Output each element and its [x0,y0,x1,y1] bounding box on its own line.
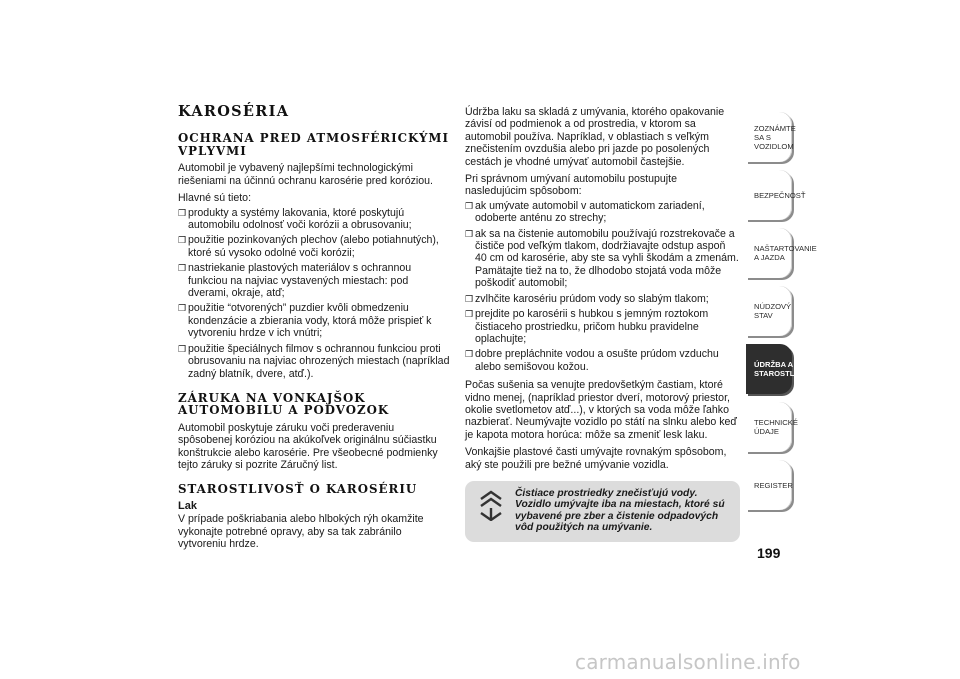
list-item: ❒ produkty a systémy lakovania, ktoré poskytujú automobilu odolnosť voči korózii a obrusovaniu; [178,206,412,232]
plastic-parts-paragraph: Vonkajšie plastové časti umývajte rovnakým spôsobom, aký ste použili pre bežné umývanie vozidla. [465,446,727,471]
list-item: ❒ dobre prepláchnite vodou a osušte prúdom vzduchu alebo semišovou kožou. [465,348,719,373]
subheading-paint: Lak [178,500,197,513]
section-heading-protection: OCHRANA PRED ATMOSFÉRICKÝMI VPLYVMI [178,131,449,158]
chapter-tabs [746,112,818,518]
tab-index[interactable]: REGISTER [746,460,792,510]
tab-starting-driving[interactable]: NAŠTARTOVANIE A JAZDA [746,228,792,278]
checkbox-bullet-icon: ❒ [178,235,187,246]
drying-paragraph: Počas sušenia sa venujte predovšetkým častiam, ktoré vidno menej, (napríklad priestor dverí, motorový priestor, okolie svetlometov atď...), v ktorých sa voda môže ľahko nazbierať. Neumývajte vozidlo po státí na slnku alebo keď je kapota motora horúca: môže sa zmeniť lesk laku. [465,379,737,441]
warranty-text: Automobil poskytuje záruku voči prederaveniu spôsobenej koróziou na akúkoľvek originálnu súčiastku konštrukcie alebo karosérie. Pre všeobecné podmienky tejto záruky si pozrite Záručný list. [178,421,438,472]
checkbox-bullet-icon: ❒ [178,343,187,354]
environment-chevron-icon [478,489,504,521]
list-item: ❒ zvlhčite karosériu prúdom vody so slabým tlakom; [465,292,709,305]
list-item: ❒ nastriekanie plastových materiálov s ochrannou funkciou na najviac vystavených miestach: pod dverami, okraje, atď; [178,262,412,300]
washing-lead: Pri správnom umývaní automobilu postupujte nasledujúcim spôsobom: [465,173,677,198]
checkbox-bullet-icon: ❒ [178,263,187,274]
list-item: ❒ použitie špeciálnych filmov s ochrannou funkciou proti obrusovaniu na najviac ohrozených miestach (napríklad zadný blatník, dvere, atď.). [178,342,450,380]
checkbox-bullet-icon: ❒ [178,303,187,314]
maintenance-paragraph: Údržba laku sa skladá z umývania, ktorého opakovanie závisí od podmienok a od prostredia, v ktorom sa automobil používa. Napríklad, v oblastiach s veľkým znečistením ovzdušia alebo pri jazde po posolených cestách je vhodné umývať automobil častejšie. [465,106,725,168]
section-heading-warranty: ZÁRUKA NA VONKAJŠOK AUTOMOBILU A PODVOZOK [178,390,390,418]
page-title: KAROSÉRIA [178,103,290,120]
tab-vehicle-overview[interactable]: ZOZNÁMTE SA S VOZIDLOM [746,112,792,162]
list-item: ❒ použitie “otvorených” puzdier kvôli obmedzeniu kondenzácie a zbierania vody, ktorá môže prispieť k vytvoreniu hrdze v ich vnútri; [178,302,432,340]
environment-note [465,481,740,542]
tab-maintenance-care[interactable]: ÚDRŽBA A STAROSTLIVOSŤ [746,344,792,394]
list-item: ❒ použitie pozinkovaných plechov (alebo potiahnutých), ktoré sú vysoko odolné voči korózii; [178,234,439,259]
checkbox-bullet-icon: ❒ [465,228,474,239]
list-item: ❒ ak sa na čistenie automobilu používajú rozstrekovače a čističe pod veľkým tlakom, dodržiavajte odstup aspoň 40 cm od karosérie, aby ste sa vyhli škodám a zmenám. Pamätajte tiež na to, že dlhodobo stojatá voda môže poškodiť automobil; [465,227,739,290]
checkbox-bullet-icon: ❒ [465,309,474,320]
list-item: ❒ prejdite po karosérii s hubkou s jemným roztokom čistiaceho prostriedku, pričom hubku pravidelne oplachujte; [465,308,709,345]
protection-list [178,207,450,380]
checkbox-bullet-icon: ❒ [465,349,474,360]
note-text: Čistiace prostriedky znečisťujú vody. Vozidlo umývajte iba na miestach, ktoré sú vybavené pre zber a čistenie odpadových vôd použitých na umývanie. [515,487,725,534]
page-number: 199 [757,545,781,561]
tab-emergency[interactable]: NÚDZOVÝ STAV [746,286,792,336]
protection-lead: Hlavné sú tieto: [178,192,252,205]
paint-text: V prípade poškriabania alebo hlbokých rýh okamžite vykonajte potrebné opravy, aby sa tak zabránilo vytvoreniu hrdze. [178,513,424,551]
checkbox-bullet-icon: ❒ [465,293,474,304]
right-column [465,106,740,542]
tab-technical-data[interactable]: TECHNICKÉ ÚDAJE [746,402,792,452]
checkbox-bullet-icon: ❒ [178,207,187,218]
section-heading-care: STAROSTLIVOSŤ O KAROSÉRIU [178,481,418,496]
tab-safety[interactable]: BEZPEČNOSŤ [746,170,792,220]
left-column [178,103,450,556]
protection-intro: Automobil je vybavený najlepšími technologickými riešeniami na účinnú ochranu karosérie pred koróziou. [178,162,433,187]
washing-list [465,200,740,373]
checkbox-bullet-icon: ❒ [465,200,474,211]
list-item: ❒ ak umývate automobil v automatickom zariadení, odoberte anténu zo strechy; [465,199,705,225]
watermark: carmanualsonline.info [575,650,801,674]
